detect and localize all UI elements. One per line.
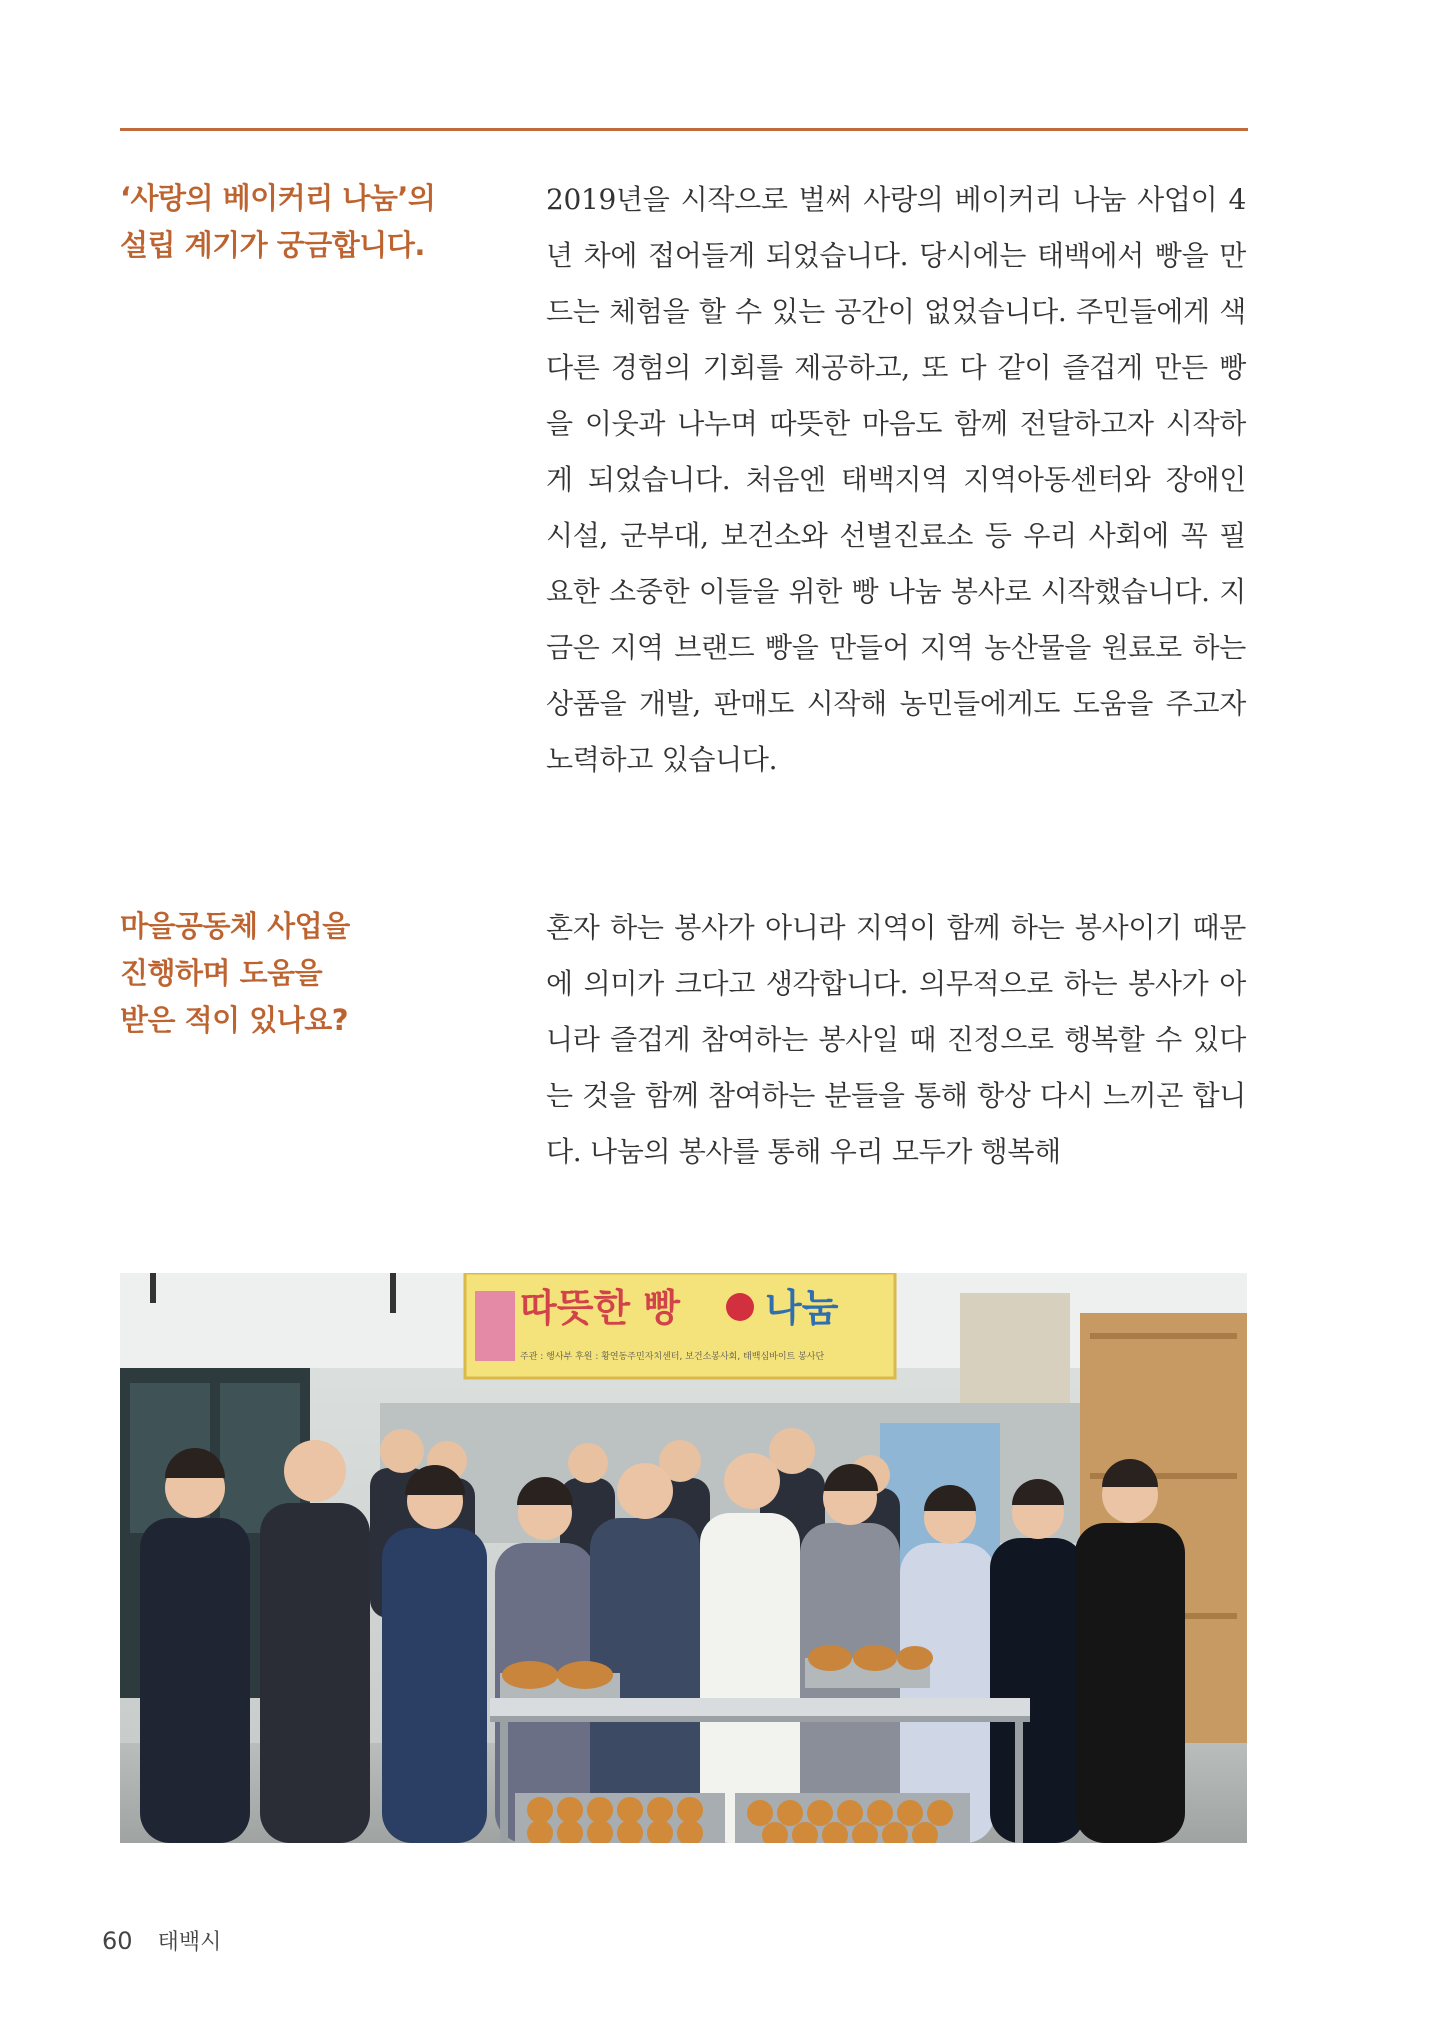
people-group	[140, 1428, 1185, 1843]
steel-table	[490, 1698, 1030, 1716]
page-footer	[102, 1925, 221, 1956]
group-photo-illustration	[120, 1273, 1247, 1843]
page-number: 60	[102, 1927, 133, 1955]
banner-title-right: 나눔	[765, 1286, 839, 1330]
question-2-line-2: 진행하며 도움을	[120, 956, 323, 990]
question-2-line-3: 받은 적이 있나요?	[120, 1003, 349, 1037]
question-1-line-2: 설립 계기가 궁금합니다.	[120, 228, 425, 262]
flower-icon	[726, 1293, 754, 1321]
answer-paragraph-2: 혼자 하는 봉사가 아니라 지역이 함께 하는 봉사이기 때문에 의미가 크다고 생각합니다. 의무적으로 하는 봉사가 아니라 즐겁게 참여하는 봉사일 때 진정으로 행복할 수 있다는 것을 함께 참여하는 분들을 통해 항상 다시 느끼곤 합니다. 나눔의 봉사를 통해 우리 모두가 행복해	[546, 911, 1246, 1168]
banner-small-text: 주관 : 행사부 후원 : 황연동주민자치센터, 보건소봉사회, 태백심바이트 봉사단	[520, 1352, 825, 1362]
question-heading-2	[120, 903, 500, 1044]
banner-title-left: 따뜻한 빵	[520, 1286, 681, 1330]
question-2-line-1: 마을공동체 사업을	[120, 909, 350, 943]
answer-paragraph-1: 2019년을 시작으로 벌써 사랑의 베이커리 나눔 사업이 4년 차에 접어들게 되었습니다. 당시에는 태백에서 빵을 만드는 체험을 할 수 있는 공간이 없었습니다. 주민들에게 색다른 경험의 기회를 제공하고, 또 다 같이 즐겁게 만든 빵을 이웃과 나누며 따뜻한 마음도 함께 전달하고자 시작하게 되었습니다. 처음엔 태백지역 지역아동센터와 장애인 시설, 군부대, 보건소와 선별진료소 등 우리 사회에 꼭 필요한 소중한 이들을 위한 빵 나눔 봉사로 시작했습니다. 지금은 지역 브랜드 빵을 만들어 지역 농산물을 원료로 하는 상품을 개발, 판매도 시작해 농민들에게도 도움을 주고자 노력하고 있습니다.	[546, 183, 1246, 776]
question-1-line-1: ‘사랑의 베이커리 나눔’의	[120, 181, 436, 215]
group-photo	[120, 1273, 1247, 1843]
publication-name: 태백시	[157, 1930, 222, 1955]
top-rule	[120, 128, 1248, 131]
question-heading-1	[120, 175, 500, 269]
